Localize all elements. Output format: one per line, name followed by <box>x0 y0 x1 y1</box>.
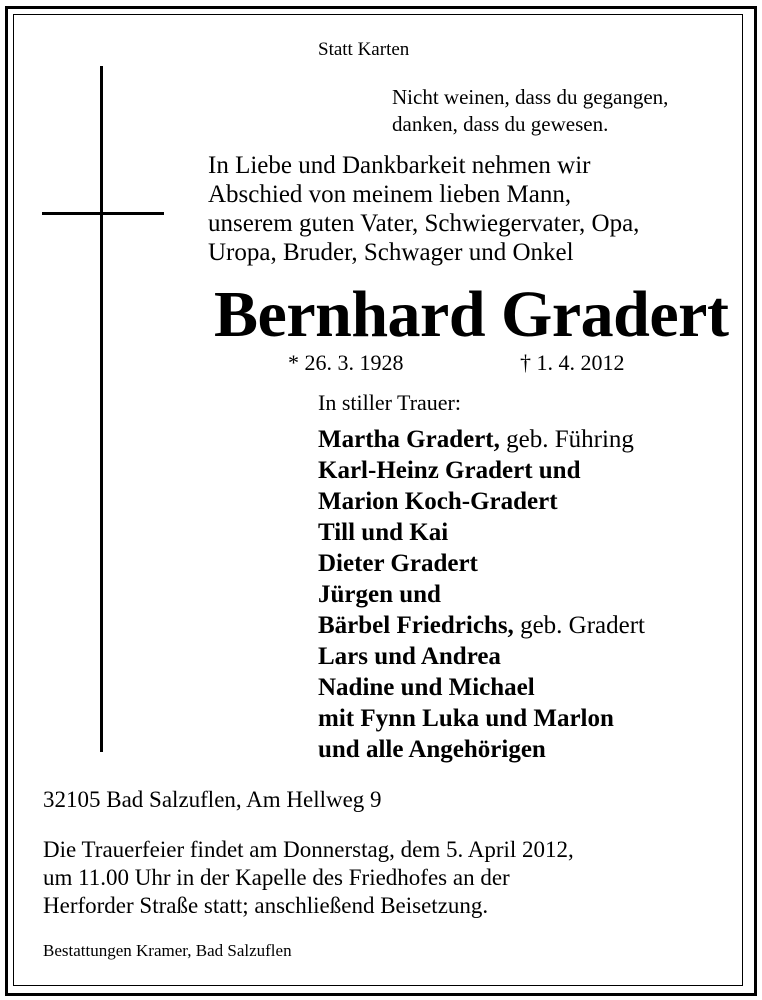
mourner-row <box>318 424 645 455</box>
statt-karten: Statt Karten <box>318 39 410 60</box>
mourner-name: und alle Angehörigen <box>318 736 546 763</box>
mourner-row <box>318 517 645 548</box>
mourner-row <box>318 703 645 734</box>
intro-text <box>208 151 639 267</box>
intro-line: Abschied von meinem lieben Mann, <box>208 181 572 208</box>
mourner-row <box>318 486 645 517</box>
funeral-info <box>43 836 574 920</box>
mourner-row <box>318 579 645 610</box>
mourner-note: geb. Führing <box>499 426 634 453</box>
mourner-row <box>318 548 645 579</box>
mourner-row <box>318 672 645 703</box>
funeral-line: Die Trauerfeier findet am Donnerstag, dem 5. April 2012, <box>43 837 574 862</box>
mourner-name: Nadine und Michael <box>318 674 535 701</box>
deceased-name: Bernhard Gradert <box>214 278 729 351</box>
mourner-row <box>318 734 645 765</box>
mourner-name: Karl-Heinz Gradert und <box>318 457 581 484</box>
mourning-heading: In stiller Trauer: <box>318 390 461 415</box>
cross-icon-horizontal <box>42 212 164 215</box>
mourner-row <box>318 610 645 641</box>
funeral-line: um 11.00 Uhr in der Kapelle des Friedhofes an der <box>43 865 510 890</box>
intro-line: unserem guten Vater, Schwiegervater, Opa, <box>208 210 640 237</box>
mourner-name: Till und Kai <box>318 519 449 546</box>
mourner-name: Bärbel Friedrichs, <box>318 612 514 639</box>
mourner-name: Martha Gradert, <box>318 426 500 453</box>
mourner-name: mit Fynn Luka und Marlon <box>318 705 614 732</box>
mourner-name: Lars und Andrea <box>318 643 501 670</box>
mourner-name: Jürgen und <box>318 581 441 608</box>
poem <box>392 84 668 138</box>
mourner-row <box>318 455 645 486</box>
death-date: † 1. 4. 2012 <box>520 350 625 375</box>
poem-line: Nicht weinen, dass du gegangen, <box>392 85 669 109</box>
undertaker: Bestattungen Kramer, Bad Salzuflen <box>43 941 292 960</box>
poem-line: danken, dass du gewesen. <box>392 112 609 136</box>
address: 32105 Bad Salzuflen, Am Hellweg 9 <box>43 787 382 812</box>
intro-line: Uropa, Bruder, Schwager und Onkel <box>208 239 574 266</box>
mourner-name: Dieter Gradert <box>318 550 478 577</box>
mourner-note: geb. Gradert <box>513 612 646 639</box>
intro-line: In Liebe und Dankbarkeit nehmen wir <box>208 152 591 179</box>
mourners-list <box>318 424 645 765</box>
mourner-name: Marion Koch-Gradert <box>318 488 558 515</box>
birth-date: * 26. 3. 1928 <box>288 350 404 375</box>
funeral-line: Herforder Straße statt; anschließend Beisetzung. <box>43 893 489 918</box>
mourner-row <box>318 641 645 672</box>
cross-icon-vertical <box>100 66 103 752</box>
